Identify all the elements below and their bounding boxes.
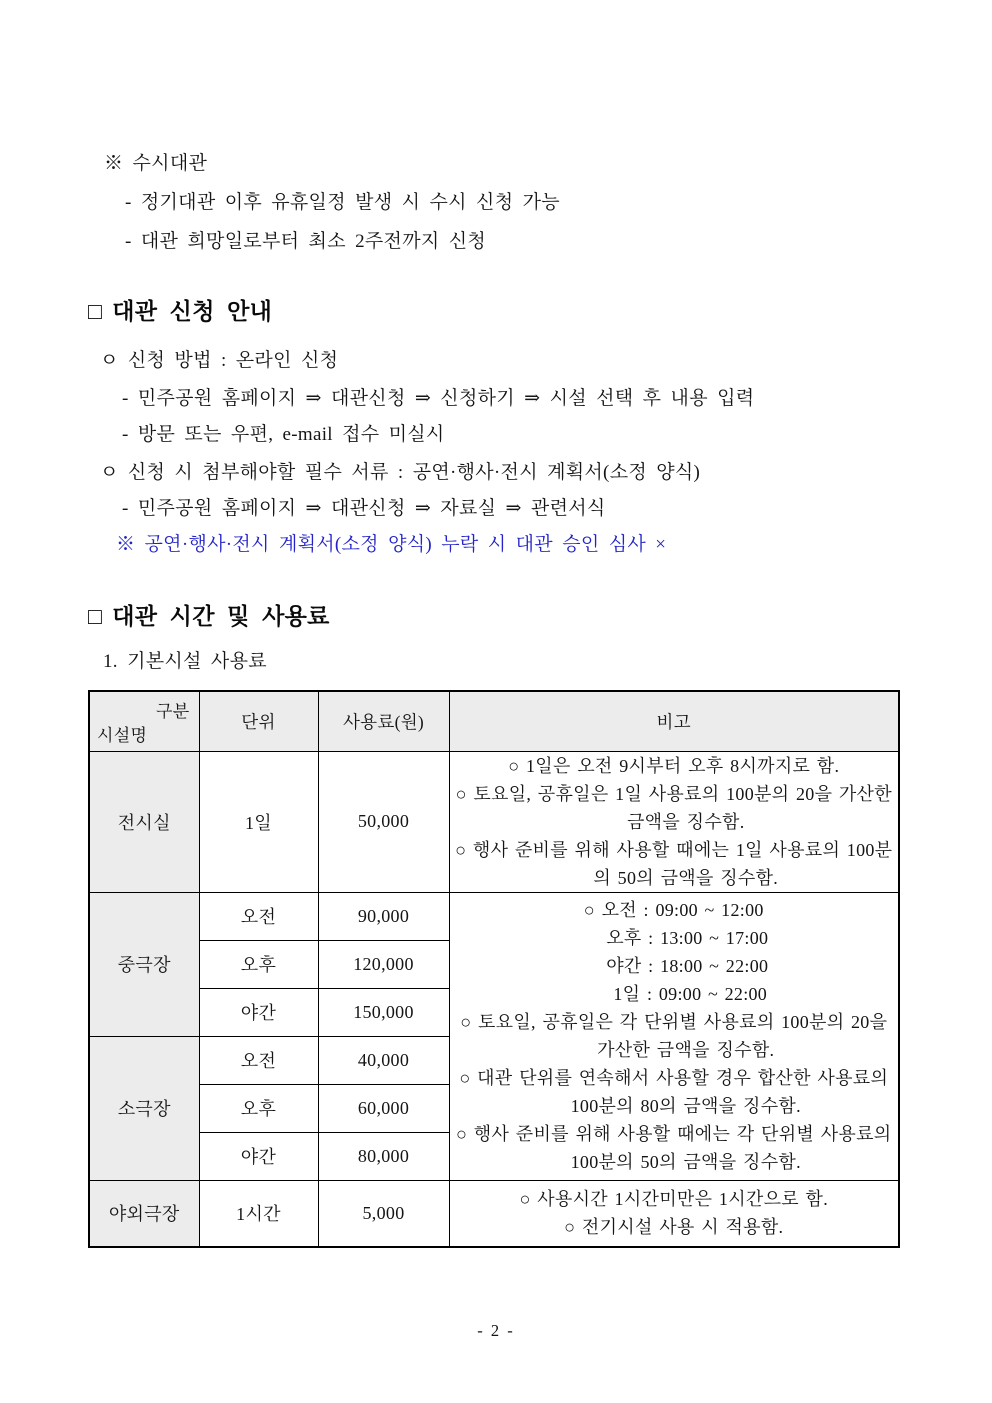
cell-remarks-theaters xyxy=(449,892,899,1180)
row-outdoor-theater xyxy=(89,1180,899,1247)
corner-label-facility: 시설명 xyxy=(97,725,148,745)
remark-line: ○ 1일은 오전 9시부터 오후 8시까지로 함. xyxy=(508,755,840,776)
remark-line: 1일 : 09:00 ~ 22:00 xyxy=(613,984,768,1004)
cell-fee: 60,000 xyxy=(318,1084,449,1132)
fee-table xyxy=(88,690,900,1248)
apply-method-sub: - 방문 또는 우편, e-mail 접수 미실시 xyxy=(122,424,445,445)
page-number: - 2 - xyxy=(477,1321,515,1340)
fee-section-heading-text: 대관 시간 및 사용료 xyxy=(112,603,330,629)
apply-guide-heading xyxy=(88,296,906,327)
header-fee: 사용료(원) xyxy=(318,691,449,751)
occasional-rental-item: - 대관 희망일로부터 최소 2주전까지 신청 xyxy=(125,231,487,252)
remark-line: ○ 대관 단위를 연속해서 사용할 경우 합산한 사용료의 100분의 80의 금액을 징수함. xyxy=(459,1068,889,1116)
cell-facility-name: 중극장 xyxy=(89,892,199,1036)
corner-label-category: 구분 xyxy=(156,702,190,721)
cell-unit: 오후 xyxy=(199,940,318,988)
cell-unit: 오전 xyxy=(199,1036,318,1084)
remark-line: ○ 행사 준비를 위해 사용할 때에는 1일 사용료의 100분의 50의 금액을 징수함. xyxy=(455,839,893,888)
remark-line: ○ 토요일, 공휴일은 각 단위별 사용료의 100분의 20을 가산한 금액을 징수함. xyxy=(460,1012,888,1060)
cell-unit: 오전 xyxy=(199,892,318,940)
cell-fee: 80,000 xyxy=(318,1132,449,1180)
row-exhibit-hall xyxy=(89,751,899,892)
occasional-rental-item: - 정기대관 이후 유휴일정 발생 시 수시 신청 가능 xyxy=(125,192,560,213)
remark-line: ○ 토요일, 공휴일은 1일 사용료의 100분의 20을 가산한 금액을 징수함. xyxy=(455,783,892,832)
cell-facility-name: 야외극장 xyxy=(89,1180,199,1247)
cell-unit: 야간 xyxy=(199,988,318,1036)
remark-line: 오후 : 13:00 ~ 17:00 xyxy=(606,928,769,948)
row-mid-theater xyxy=(89,892,899,940)
cell-fee: 40,000 xyxy=(318,1036,449,1084)
fee-section-subtitle: 1. 기본시설 사용료 xyxy=(103,651,267,672)
apply-method-sub: - 민주공원 홈페이지 ⇒ 대관신청 ⇒ 신청하기 ⇒ 시설 선택 후 내용 입력 xyxy=(122,388,755,409)
cell-unit: 야간 xyxy=(199,1132,318,1180)
cell-fee: 50,000 xyxy=(318,751,449,892)
header-unit: 단위 xyxy=(199,691,318,751)
corner-diagonal-cell xyxy=(89,691,199,751)
occasional-rental-title: ※ 수시대관 xyxy=(104,153,208,174)
cell-fee: 5,000 xyxy=(318,1180,449,1247)
cell-fee: 90,000 xyxy=(318,892,449,940)
remark-line: ○ 사용시간 1시간미만은 1시간으로 함. xyxy=(519,1189,829,1210)
remark-line: 야간 : 18:00 ~ 22:00 xyxy=(606,956,769,976)
apply-guide-section xyxy=(88,296,906,557)
cell-unit: 오후 xyxy=(199,1084,318,1132)
cell-fee: 150,000 xyxy=(318,988,449,1036)
cell-facility-name: 전시실 xyxy=(89,751,199,892)
required-docs-item: ㅇ 신청 시 첨부해야할 필수 서류 : 공연·행사·전시 계획서(소정 양식) xyxy=(100,462,701,483)
fee-section xyxy=(88,601,906,1248)
fee-table-header-row xyxy=(89,691,899,751)
square-bullet-icon: □ xyxy=(88,604,103,629)
apply-method-item: ㅇ 신청 방법 : 온라인 신청 xyxy=(100,350,339,371)
cell-facility-name: 소극장 xyxy=(89,1036,199,1180)
cell-remarks-exhibit xyxy=(449,751,899,892)
remark-line: ○ 행사 준비를 위해 사용할 때에는 각 단위별 사용료의 100분의 50의 금액을 징수함. xyxy=(456,1124,892,1172)
required-docs-sub: - 민주공원 홈페이지 ⇒ 대관신청 ⇒ 자료실 ⇒ 관련서식 xyxy=(122,498,606,519)
cell-remarks-outdoor xyxy=(449,1180,899,1247)
apply-guide-heading-text: 대관 신청 안내 xyxy=(112,298,273,324)
occasional-rental-block xyxy=(88,152,906,254)
cell-fee: 120,000 xyxy=(318,940,449,988)
header-note: 비고 xyxy=(449,691,899,751)
cell-unit: 1시간 xyxy=(199,1180,318,1247)
missing-plan-warning: ※ 공연·행사·전시 계획서(소정 양식) 누락 시 대관 승인 심사 × xyxy=(116,534,667,555)
fee-section-heading xyxy=(88,601,906,632)
remark-line: ○ 오전 : 09:00 ~ 12:00 xyxy=(583,900,764,920)
cell-unit: 1일 xyxy=(199,751,318,892)
square-bullet-icon: □ xyxy=(88,299,103,324)
remark-line: ○ 전기시설 사용 시 적용함. xyxy=(564,1217,784,1238)
